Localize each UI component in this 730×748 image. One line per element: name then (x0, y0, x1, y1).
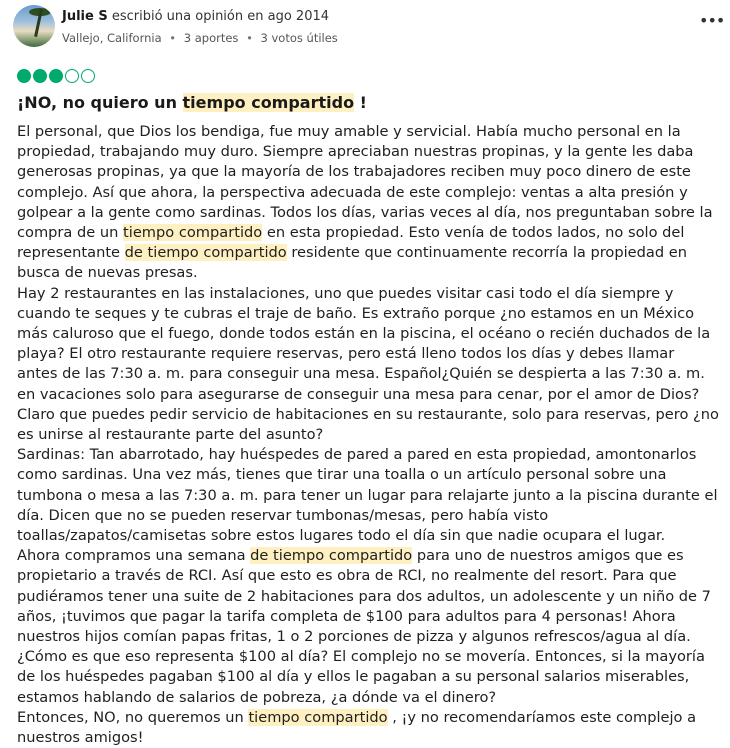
avatar[interactable] (13, 5, 55, 47)
author-helpful-votes: 3 votos útiles (260, 31, 338, 45)
highlight-keyword: tiempo compartido (123, 224, 263, 242)
review-action-text: escribió una opinión en ago 2014 (107, 9, 330, 24)
author-line (62, 9, 329, 24)
meta-separator: • (169, 31, 177, 45)
paragraph-text: en esta propiedad. Esto venía de todos lados, no solo del representante (17, 224, 685, 262)
author-meta (62, 31, 338, 45)
highlight-keyword: de tiempo compartido (250, 547, 413, 565)
highlight-keyword: tiempo compartido (248, 708, 388, 726)
paragraph-text: para uno de nuestros amigos que es propietario a través de RCI. Así que esto es obra de RCI, no realmente del resort. Para que pudiéramos tener una suite de 2 habitaciones para dos adultos, un adolescente y un niño de 7 años, ¡tuvimos que pagar la tarifa completa de $100 para adultos para 4 personas! Ahora nuestros hijos comían papas fritas, 1 o 2 porciones de pizza y algunos refrescos/agua al día. ¿Cómo es que eso representa $100 al día? El complejo no se movería. Entonces, si la mayoría de los huéspedes pagaban $100 al día y ellos le pagaban a su personal salarios miserables, estamos hablando de salarios de pobreza, ¿a dónde va el dinero? (17, 547, 711, 706)
title-highlight: tiempo compartido (182, 93, 355, 112)
rating-bubble-filled (49, 69, 63, 83)
title-text-end: ! (354, 93, 367, 112)
highlight-keyword: de tiempo compartido (124, 244, 287, 262)
author-location: Vallejo, California (62, 31, 162, 45)
paragraph-text: residente que continuamente recorría la propiedad en busca de nuevas presas. (17, 244, 687, 282)
review-paragraph (17, 546, 719, 708)
rating-bubble-empty (81, 69, 95, 83)
title-text: ¡NO, no quiero un (17, 93, 183, 112)
author-name-link[interactable]: Julie S (62, 9, 108, 24)
review-paragraph (17, 708, 719, 748)
review-header (13, 5, 725, 47)
paragraph-text: Entonces, NO, no queremos un (17, 708, 249, 726)
review-title (17, 93, 367, 112)
review-paragraph: Sardinas: Tan abarrotado, hay huéspedes de pared a pared en esta propiedad, amontonarlos como sardinas. Una vez más, tienes que tirar una toalla o un artículo personal sobre una tumbona o mesa a las 7:30 a. m. para tener un lugar para relajarte junto a la piscina durante el día. Dicen que no se pueden reservar tumbonas/mesas, pero había visto toallas/zapatos/camisetas sobre estos lugares todo el día sin que nadie ocupara el lugar. (17, 446, 718, 545)
review-body (17, 122, 719, 748)
paragraph-text: El personal, que Dios los bendiga, fue muy amable y servicial. Había mucho personal en la propiedad, trabajando muy duro. Siempre apreciaban nuestras propinas, y la gente les daba generosas propinas, ya que la mayoría de los trabajadores reciben muy poco dinero de este complejo. Así que ahora, la perspectiva adecuada de este complejo: ventas a alta presión y golpear a la gente como sardinas. Todos los días, varias veces al día, nos preguntaban sobre la compra de un (17, 123, 713, 242)
paragraph-text: , ¡y no recomendaríamos este complejo a nuestros amigos! (17, 708, 697, 747)
review-paragraph: Hay 2 restaurantes en las instalaciones, uno que puedes visitar casi todo el día siempre y cuando te seques y te cubras el traje de baño. Es extraño porque ¿no estamos en un México más caluroso que el fuego, donde todos están en la piscina, el océano o recién duchados de la playa? El otro restaurante requiere reservas, pero está lleno todos los días y debes llamar antes de las 7:30 a. m. para conseguir una mesa. Español¿Quién se despierta a las 7:30 a. m. en vacaciones solo para asegurarse de conseguir una mesa para cenar, por el amor de Dios? Claro que puedes pedir servicio de habitaciones en su restaurante, solo para reservas, pero ¿no es unirse al restaurante parte del asunto? (17, 284, 719, 444)
more-horizontal-icon[interactable]: ••• (699, 11, 725, 30)
review-paragraph (17, 122, 719, 284)
rating-bubble-empty (65, 69, 79, 83)
rating-bubble-filled (17, 69, 31, 83)
paragraph-text: Ahora compramos una semana (17, 547, 251, 565)
meta-separator: • (246, 31, 253, 45)
rating-bubble-filled (33, 69, 47, 83)
author-contributions: 3 aportes (183, 31, 239, 45)
rating-bubbles (17, 69, 95, 85)
